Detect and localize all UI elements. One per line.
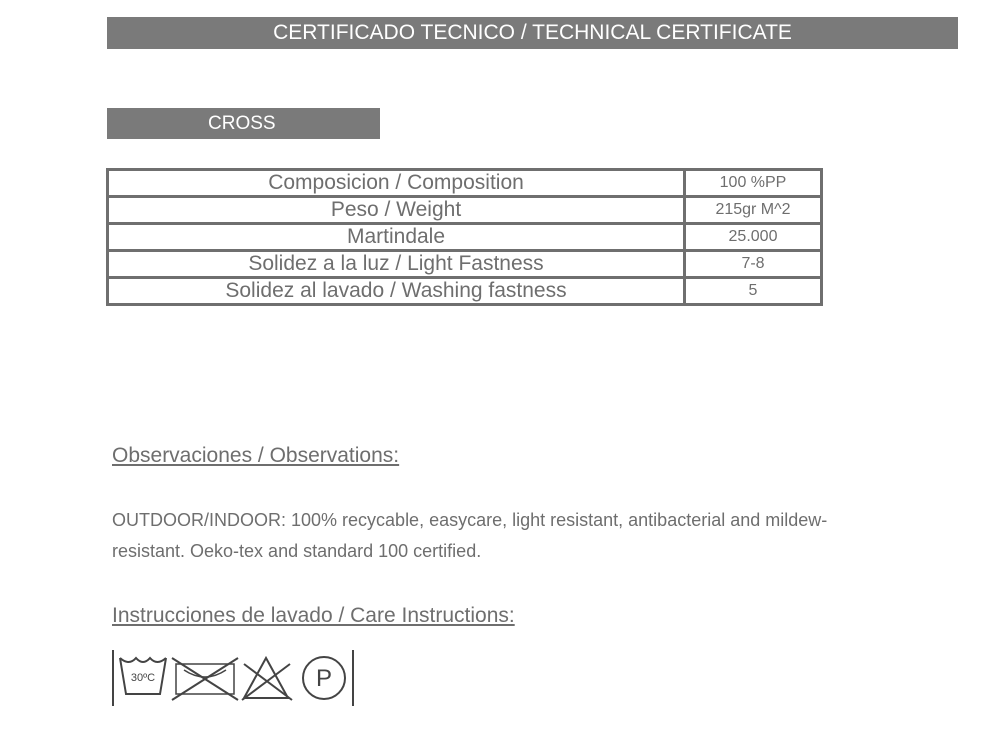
spec-table [106,168,823,306]
professional-dry-clean-p-icon [303,657,345,699]
table-row [108,170,822,197]
dry-clean-label: P [315,665,333,692]
spec-value: 215gr M^2 [685,197,822,224]
care-symbols-graphic [114,650,354,706]
spec-property: Composicion / Composition [108,170,685,197]
wash-temperature-label: 30ºC [130,672,156,684]
spec-value: 25.000 [685,224,822,251]
spec-property: Peso / Weight [108,197,685,224]
product-name: CROSS [107,108,380,139]
observations-text: OUTDOOR/INDOOR: 100% recycable, easycare, light resistant, antibacterial and mildew-resistant. Oeko-tex and standard 100 certified. [112,510,828,561]
care-instructions-heading: Instrucciones de lavado / Care Instructions: [112,604,515,627]
certificate-title: CERTIFICADO TECNICO / TECHNICAL CERTIFICATE [107,17,958,49]
observations-heading: Observaciones / Observations: [112,444,400,467]
care-symbols [112,650,354,706]
spec-value: 7-8 [685,251,822,278]
spec-value: 100 %PP [685,170,822,197]
table-row [108,197,822,224]
spec-property: Solidez a la luz / Light Fastness [108,251,685,278]
table-row [108,278,822,305]
table-row [108,224,822,251]
do-not-tumble-dry-icon [172,658,238,700]
table-row [108,251,822,278]
spec-property: Martindale [108,224,685,251]
do-not-bleach-icon [242,658,292,700]
spec-value: 5 [685,278,822,305]
spec-property: Solidez al lavado / Washing fastness [108,278,685,305]
wash-30c-icon [120,658,166,694]
